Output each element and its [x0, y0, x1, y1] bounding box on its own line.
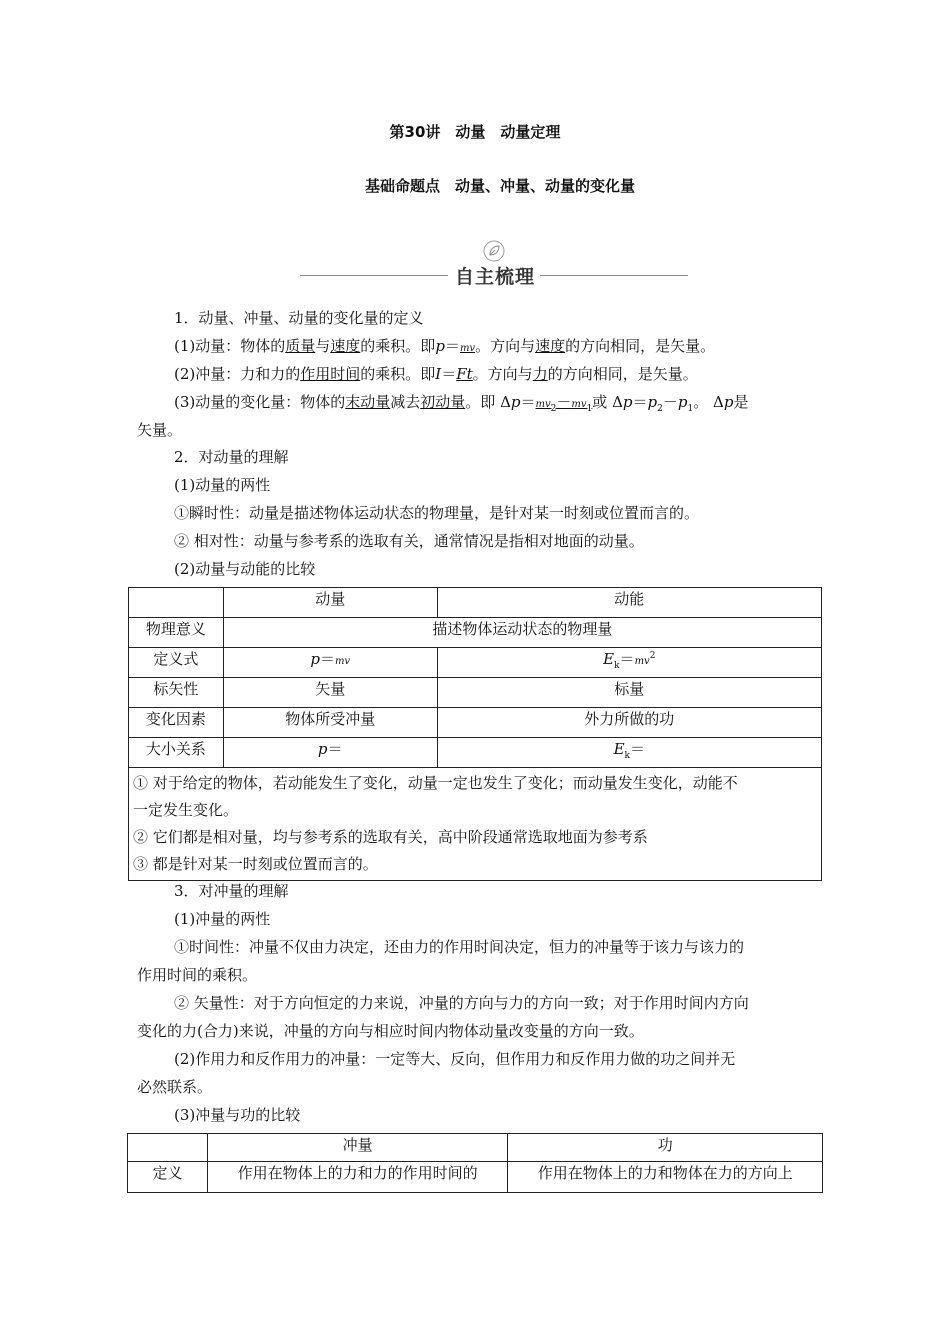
- text: 或 Δ: [592, 393, 623, 411]
- symbol-p: p: [317, 740, 328, 758]
- text: ＝: [619, 650, 635, 668]
- text: ＝: [327, 740, 343, 758]
- impulse-work-table: [127, 1133, 823, 1193]
- table-row: [129, 648, 822, 678]
- table-cell: [437, 738, 821, 768]
- note-line: ① 对于给定的物体，若动能发生了变化，动量一定也发生了变化；而动量发生变化，动能不: [133, 774, 738, 792]
- text: －: [662, 393, 678, 411]
- section-header: [300, 238, 690, 298]
- text: ＝: [441, 365, 457, 383]
- impulse-definition: [174, 366, 698, 382]
- text: 。 Δ: [693, 393, 724, 411]
- divider-right: [540, 275, 688, 276]
- table-header: 冲量: [207, 1134, 508, 1162]
- subscript: 1: [586, 404, 593, 414]
- page-title: 第30讲 动量 动量定理: [389, 123, 561, 141]
- text: 的方向相同，是矢量。: [547, 365, 698, 383]
- heading-1: 1．动量、冲量、动量的变化量的定义: [174, 309, 424, 327]
- answer-force: 力: [532, 365, 548, 383]
- symbol-mv: mv: [571, 399, 587, 410]
- text: ＝: [520, 393, 536, 411]
- symbol-i: I: [435, 365, 442, 383]
- text: 的方向相同，是矢量。: [565, 337, 716, 355]
- table-cell: 描述物体运动状态的物理量: [223, 618, 821, 648]
- symbol-p: p: [622, 393, 633, 411]
- answer-velocity: 速度: [330, 337, 361, 355]
- change-definition: [174, 394, 748, 413]
- momentum-energy-table: [128, 587, 822, 881]
- text: (1)动量：物体的: [174, 337, 286, 355]
- table-cell: 物体所受冲量: [223, 708, 437, 738]
- table-row: [129, 678, 822, 708]
- text: 的乘积。即: [360, 337, 436, 355]
- symbol-mv: mv: [334, 656, 351, 667]
- text: ＝: [319, 650, 335, 668]
- text: 减去: [390, 393, 421, 411]
- row-label: 变化因素: [129, 708, 224, 738]
- text: 的乘积。即: [360, 365, 436, 383]
- answer-mass: 质量: [285, 337, 316, 355]
- symbol-p: p: [510, 393, 521, 411]
- text: 与: [315, 337, 331, 355]
- text: 。方向与: [472, 365, 533, 383]
- subheading: (1)动量的两性: [174, 476, 271, 494]
- row-label: 物理意义: [129, 618, 224, 648]
- note-line: 一定发生变化。: [133, 801, 239, 819]
- table-row: [128, 1134, 823, 1162]
- paragraph-cont: 必然联系。: [137, 1078, 213, 1096]
- table-cell: [128, 1134, 208, 1162]
- text: (2)冲量：力和力的: [174, 365, 301, 383]
- table-cell: [129, 588, 224, 618]
- superscript: 2: [649, 651, 656, 661]
- answer-mv: mv: [459, 343, 476, 354]
- table-row: [129, 738, 822, 768]
- answer-final-momentum: 末动量: [345, 393, 391, 411]
- answer-initial-momentum: 初动量: [420, 393, 466, 411]
- symbol-p: p: [310, 650, 320, 668]
- table-row: [129, 588, 822, 618]
- symbol-mv: mv: [634, 656, 650, 667]
- table-cell: [437, 648, 821, 678]
- symbol-p: p: [435, 337, 445, 355]
- subheading: (2)动量与动能的比较: [174, 560, 316, 578]
- text: (3)动量的变化量：物体的: [174, 393, 346, 411]
- heading-2: 2．对动量的理解: [174, 448, 289, 466]
- text: 。方向与: [475, 337, 536, 355]
- table-notes: [129, 768, 822, 881]
- table-cell: [223, 648, 437, 678]
- table-cell: 作用在物体上的力和物体在力的方向上: [508, 1162, 823, 1193]
- list-item-cont: 作用时间的乘积。: [137, 966, 258, 984]
- row-label: 定义式: [129, 648, 224, 678]
- text: ＝: [444, 337, 460, 355]
- row-label: 定义: [128, 1162, 208, 1193]
- text: 是: [733, 393, 749, 411]
- text: ＝: [632, 393, 648, 411]
- subheading: (1)冲量的两性: [174, 910, 271, 928]
- symbol-e: E: [603, 650, 615, 668]
- subscript: 1: [687, 404, 694, 414]
- table-row: [129, 768, 822, 881]
- list-item: ② 相对性：动量与参考系的选取有关，通常情况是指相对地面的动量。: [174, 532, 644, 550]
- list-item: ①时间性：冲量不仅由力决定，还由力的作用时间决定，恒力的冲量等于该力与该力的: [174, 938, 745, 956]
- table-cell: 标量: [437, 678, 821, 708]
- symbol-p: p: [677, 393, 688, 411]
- subscript: 2: [657, 404, 663, 414]
- table-cell: 作用在物体上的力和力的作用时间的: [207, 1162, 508, 1193]
- symbol-mv: mv: [535, 399, 551, 410]
- subscript: k: [614, 661, 620, 671]
- subscript: k: [624, 751, 630, 761]
- note-line: ② 它们都是相对量，均与参考系的选取有关，高中阶段通常选取地面为参考系: [133, 828, 648, 846]
- row-label: 大小关系: [129, 738, 224, 768]
- list-item-cont: 变化的力(合力)来说，冲量的方向与相应时间内物体动量改变量的方向一致。: [137, 1022, 644, 1040]
- section-label: 自主梳理: [454, 266, 535, 288]
- table-header: 动量: [223, 588, 437, 618]
- table-header: 动能: [437, 588, 821, 618]
- table-cell: 矢量: [223, 678, 437, 708]
- answer-velocity-direction: 速度: [535, 337, 566, 355]
- paragraph: (2)作用力和反作用力的冲量：一定等大、反向，但作用力和反作用力做的功之间并无: [174, 1050, 736, 1068]
- table-cell: 外力所做的功: [437, 708, 821, 738]
- section-subtitle: 基础命题点 动量、冲量、动量的变化量: [364, 177, 635, 195]
- heading-3: 3．对冲量的理解: [174, 882, 289, 900]
- symbol-p: p: [647, 393, 658, 411]
- symbol-e: E: [613, 740, 625, 758]
- note-line: ③ 都是针对某一时刻或位置而言的。: [133, 855, 378, 873]
- table-row: [129, 618, 822, 648]
- text: ＝: [629, 740, 645, 758]
- text: －: [556, 393, 572, 411]
- table-row: [129, 708, 822, 738]
- list-item: ② 矢量性：对于方向恒定的力来说，冲量的方向与力的方向一致；对于作用时间内方向: [174, 994, 749, 1012]
- table-cell: [223, 738, 437, 768]
- momentum-definition: [174, 338, 715, 357]
- symbol-p: p: [723, 393, 734, 411]
- list-item: ①瞬时性：动量是描述物体运动状态的物理量，是针对某一时刻或位置而言的。: [174, 504, 700, 522]
- change-definition-cont: 矢量。: [137, 421, 183, 439]
- table-row: [128, 1162, 823, 1193]
- subheading: (3)冲量与功的比较: [174, 1106, 301, 1124]
- subscript: 2: [550, 404, 557, 414]
- table-header: 功: [508, 1134, 823, 1162]
- row-label: 标矢性: [129, 678, 224, 708]
- leaf-icon: [483, 240, 505, 262]
- answer-ft: Ft: [456, 365, 473, 383]
- text: 。即 Δ: [465, 393, 511, 411]
- answer-action-time: 作用时间: [300, 365, 361, 383]
- divider-left: [300, 275, 448, 276]
